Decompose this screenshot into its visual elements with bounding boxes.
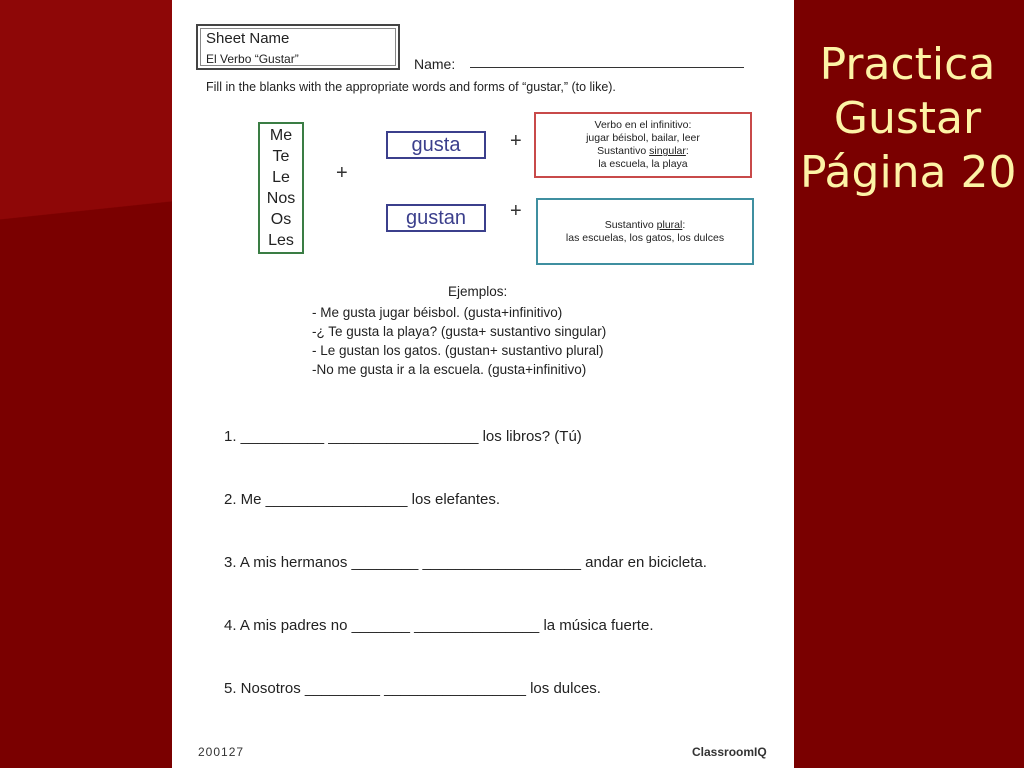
pronoun-me: Me bbox=[269, 126, 293, 144]
slide-title bbox=[800, 38, 1015, 200]
rule-singular-line2: jugar béisbol, bailar, leer bbox=[586, 132, 700, 144]
name-label: Name: bbox=[414, 56, 456, 72]
rule-singular-line4: la escuela, la playa bbox=[598, 158, 688, 170]
question-1: 1. __________ __________________ los libros? (Tú) bbox=[224, 428, 582, 445]
question-3: 3. A mis hermanos ________ ___________________ andar en bicicleta. bbox=[224, 554, 707, 571]
example-item: - Le gustan los gatos. (gustan+ sustantivo plural) bbox=[312, 343, 604, 358]
instructions: Fill in the blanks with the appropriate words and forms of “gustar,” (to like). bbox=[206, 80, 616, 94]
sheet-name: Sheet Name bbox=[206, 30, 290, 47]
rule-box-singular bbox=[534, 112, 752, 178]
background-divider bbox=[0, 200, 172, 220]
rule-plural-line1-prefix: Sustantivo bbox=[604, 218, 657, 231]
pronoun-te: Te bbox=[272, 147, 290, 165]
rule-plural-line1-suffix: : bbox=[682, 218, 686, 231]
examples-heading: Ejemplos: bbox=[448, 284, 508, 299]
question-5: 5. Nosotros _________ _________________ los dulces. bbox=[224, 680, 601, 697]
rule-singular-line1: Verbo en el infinitivo: bbox=[594, 119, 692, 131]
pronoun-les: Les bbox=[268, 231, 294, 249]
rule-plural-line2: las escuelas, los gatos, los dulces bbox=[565, 231, 725, 244]
footer-brand: ClassroomIQ bbox=[692, 745, 767, 759]
rule-plural-underlined: plural bbox=[656, 218, 683, 231]
rule-singular-line3 bbox=[536, 145, 750, 158]
examples-list bbox=[312, 303, 606, 379]
pronoun-le: Le bbox=[272, 168, 290, 186]
question-4: 4. A mis padres no _______ _______________ la música fuerte. bbox=[224, 617, 654, 634]
slide-title-line-2: Gustar bbox=[833, 93, 982, 144]
rule-box-plural bbox=[536, 198, 754, 265]
example-item: -¿ Te gusta la playa? (gusta+ sustantivo singular) bbox=[312, 324, 607, 339]
plus-sign-plural: + bbox=[510, 200, 522, 222]
slide-title-line-1: Practica bbox=[819, 39, 996, 90]
background-panel bbox=[0, 0, 172, 215]
name-blank-line bbox=[470, 67, 744, 68]
verb-box-gusta: gusta bbox=[386, 131, 486, 159]
verb-box-gustan: gustan bbox=[386, 204, 486, 232]
rule-singular-underlined: singular bbox=[649, 145, 686, 157]
plus-sign-singular: + bbox=[510, 130, 522, 152]
plus-sign-pronoun: + bbox=[336, 162, 348, 184]
pronoun-box bbox=[258, 122, 304, 254]
question-2: 2. Me _________________ los elefantes. bbox=[224, 491, 501, 508]
footer-sheet-id: 200127 bbox=[198, 745, 245, 759]
worksheet-page bbox=[172, 0, 794, 768]
pronoun-os: Os bbox=[270, 210, 292, 228]
sheet-subtitle: El Verbo “Gustar” bbox=[206, 52, 299, 66]
rule-plural-line1 bbox=[538, 219, 752, 232]
rule-singular-line3-prefix: Sustantivo bbox=[597, 145, 650, 157]
slide-title-line-3: Página 20 bbox=[800, 147, 1017, 198]
example-item: -No me gusta ir a la escuela. (gusta+infinitivo) bbox=[312, 362, 587, 377]
rule-singular-line3-suffix: : bbox=[685, 145, 689, 157]
sheet-name-box bbox=[196, 24, 400, 70]
example-item: - Me gusta jugar béisbol. (gusta+infinitivo) bbox=[312, 305, 563, 320]
pronoun-nos: Nos bbox=[266, 189, 296, 207]
